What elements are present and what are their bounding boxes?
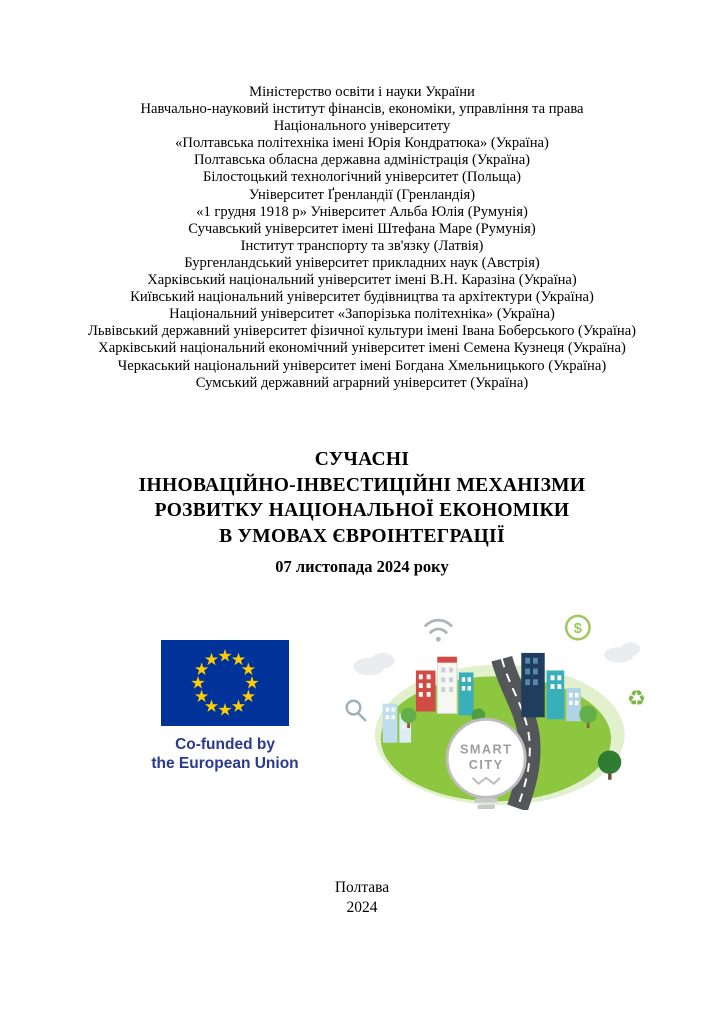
organizer-line: Міністерство освіти і науки України: [249, 84, 475, 100]
organizer-line: «Полтавська політехніка імені Юрія Кондратюка» (Україна): [175, 135, 549, 152]
svg-text:SMART: SMART: [459, 742, 513, 757]
building-teal: [547, 670, 565, 719]
title-line: В УМОВАХ ЄВРОІНТЕГРАЦІЇ: [219, 525, 505, 547]
organizer-line: Полтавська обласна державна адміністрація (Україна): [193, 152, 531, 169]
eu-caption-line2: the European Union: [151, 755, 299, 772]
imprint-year: 2024: [346, 898, 378, 916]
building-white: [437, 657, 457, 714]
eu-funding-block: [110, 640, 340, 773]
organizers-list: [0, 84, 724, 392]
imprint-city: Полтава: [334, 879, 390, 896]
organizer-line: «1 грудня 1918 р» Університет Альба Юлія (Румунія): [196, 203, 528, 220]
conference-title: [0, 447, 724, 549]
title-line: РОЗВИТКУ НАЦІОНАЛЬНОЇ ЕКОНОМІКИ: [154, 500, 570, 521]
organizer-line: Харківський національний університет імені В.Н. Каразіна (Україна): [147, 272, 577, 289]
organizer-line: Національного університету: [273, 118, 451, 135]
organizer-line: Бургенландський університет прикладних наук (Австрія): [184, 254, 540, 271]
organizer-line: Харківський національний економічний університет імені Семена Кузнеця (Україна): [98, 340, 626, 357]
eu-caption-line1: Co-funded by: [175, 736, 275, 753]
dollar-icon: [566, 616, 589, 639]
organizer-line: Сучавський університет імені Штефана Маре (Румунія): [188, 220, 536, 237]
svg-text:$: $: [573, 620, 582, 637]
cloud-icon: [604, 642, 640, 662]
organizer-line: Університет Ґренландії (Гренландія): [248, 186, 476, 203]
organizer-line: Львівський державний університет фізичної культури імені Івана Боберського (Україна): [87, 323, 637, 340]
organizer-line: Сумський державний аграрний університет (Україна): [195, 374, 529, 391]
organizer-line: Інститут транспорту та зв'язку (Латвія): [240, 237, 484, 254]
building-lightblue: [566, 688, 581, 721]
organizer-line: Національний університет «Запорізька політехніка» (Україна): [169, 306, 555, 323]
imprint: [0, 878, 724, 917]
organizer-line: Навчально-науковий інститут фінансів, економіки, управління та права: [140, 101, 584, 118]
building-red: [416, 670, 436, 711]
eu-flag: [161, 640, 289, 726]
recycle-icon: ♻: [626, 686, 647, 712]
organizer-line: Черкаський національний університет імені Богдана Хмельницького (Україна): [117, 357, 607, 374]
svg-text:CITY: CITY: [468, 758, 504, 773]
title-line: ІННОВАЦІЙНО-ІНВЕСТИЦІЙНІ МЕХАНІЗМИ: [138, 474, 586, 496]
building-teal: [459, 672, 474, 715]
organizer-line: Білостоцький технологічний університет (Польща): [203, 169, 521, 186]
title-line: СУЧАСНІ: [314, 449, 410, 470]
cloud-icon: [353, 653, 394, 675]
wifi-icon: [426, 620, 451, 642]
smart-city-illustration: [328, 610, 658, 810]
eu-caption: [110, 735, 340, 773]
organizer-line: Київський національний університет будівництва та архітектури (Україна): [130, 289, 594, 306]
magnifier-icon: [347, 701, 366, 721]
conference-date: 07 листопада 2024 року: [275, 557, 449, 576]
